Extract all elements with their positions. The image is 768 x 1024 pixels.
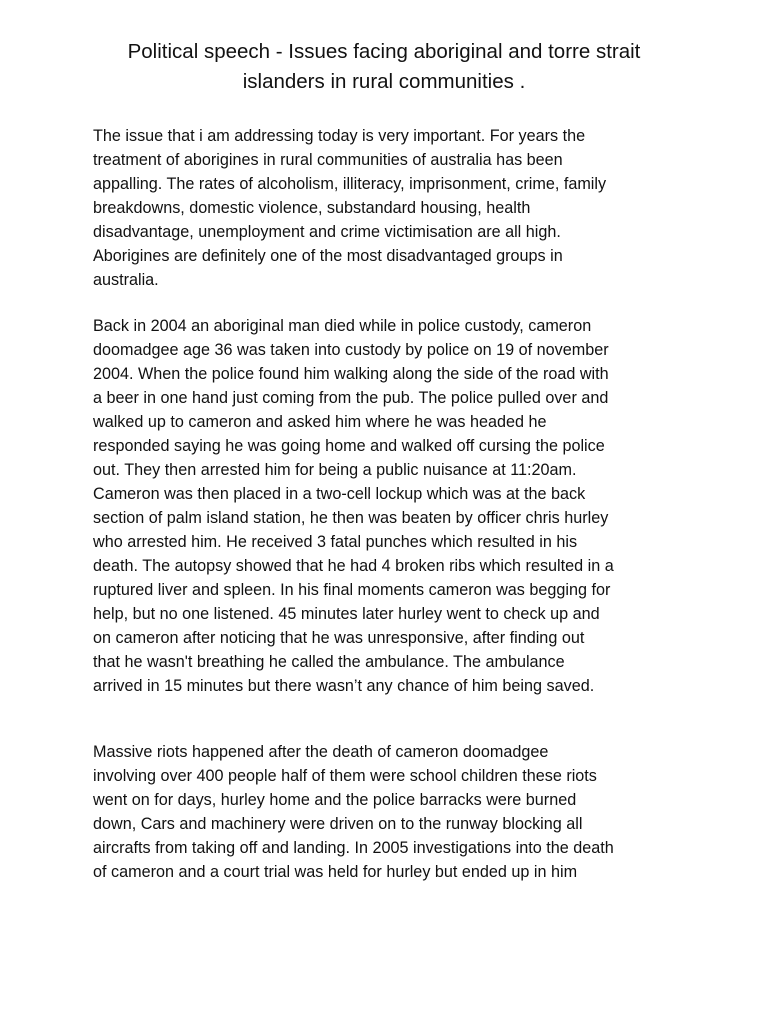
text-line: Back in 2004 an aboriginal man died while in police custody, cameron	[93, 317, 592, 335]
text-line: australia.	[93, 271, 159, 289]
text-line: of cameron and a court trial was held for hurley but ended up in him	[93, 863, 578, 881]
text-line: section of palm island station, he then was beaten by officer chris hurley	[93, 509, 609, 527]
text-line: out. They then arrested him for being a public nuisance at 11:20am.	[93, 461, 577, 479]
text-line: treatment of aborigines in rural communities of australia has been	[93, 151, 563, 169]
text-line: help, but no one listened. 45 minutes later hurley went to check up and	[93, 605, 600, 623]
title-line-2: islanders in rural communities .	[242, 70, 526, 93]
text-line: that he wasn't breathing he called the ambulance. The ambulance	[93, 653, 565, 671]
text-line: down, Cars and machinery were driven on to the runway blocking all	[93, 815, 583, 833]
text-line: aircrafts from taking off and landing. In 2005 investigations into the death	[93, 839, 614, 857]
text-line: responded saying he was going home and walked off cursing the police	[93, 437, 605, 455]
paragraph-1	[93, 124, 693, 292]
text-line: doomadgee age 36 was taken into custody by police on 19 of november	[93, 341, 609, 359]
text-line: ruptured liver and spleen. In his final moments cameron was begging for	[93, 581, 611, 599]
paragraph-2	[93, 314, 693, 698]
text-line: walked up to cameron and asked him where he was headed he	[93, 413, 547, 431]
text-line: on cameron after noticing that he was unresponsive, after finding out	[93, 629, 585, 647]
text-line: Massive riots happened after the death of cameron doomadgee	[93, 743, 549, 761]
text-line: went on for days, hurley home and the police barracks were burned	[93, 791, 577, 809]
text-line: disadvantage, unemployment and crime victimisation are all high.	[93, 223, 561, 241]
text-line: death. The autopsy showed that he had 4 broken ribs which resulted in a	[93, 557, 614, 575]
text-line: who arrested him. He received 3 fatal punches which resulted in his	[93, 533, 578, 551]
paragraph-3	[93, 740, 693, 884]
title-line-1: Political speech - Issues facing aboriginal and torre strait	[127, 40, 641, 63]
text-line: 2004. When the police found him walking along the side of the road with	[93, 365, 609, 383]
text-line: a beer in one hand just coming from the pub. The police pulled over and	[93, 389, 609, 407]
text-line: involving over 400 people half of them were school children these riots	[93, 767, 597, 785]
text-line: Cameron was then placed in a two-cell lockup which was at the back	[93, 485, 586, 503]
text-line: appalling. The rates of alcoholism, illiteracy, imprisonment, crime, family	[93, 175, 607, 193]
text-line: The issue that i am addressing today is very important. For years the	[93, 127, 586, 145]
text-line: Aborigines are definitely one of the most disadvantaged groups in	[93, 247, 563, 265]
text-line: breakdowns, domestic violence, substandard housing, health	[93, 199, 531, 217]
text-line: arrived in 15 minutes but there wasn’t any chance of him being saved.	[93, 677, 595, 695]
